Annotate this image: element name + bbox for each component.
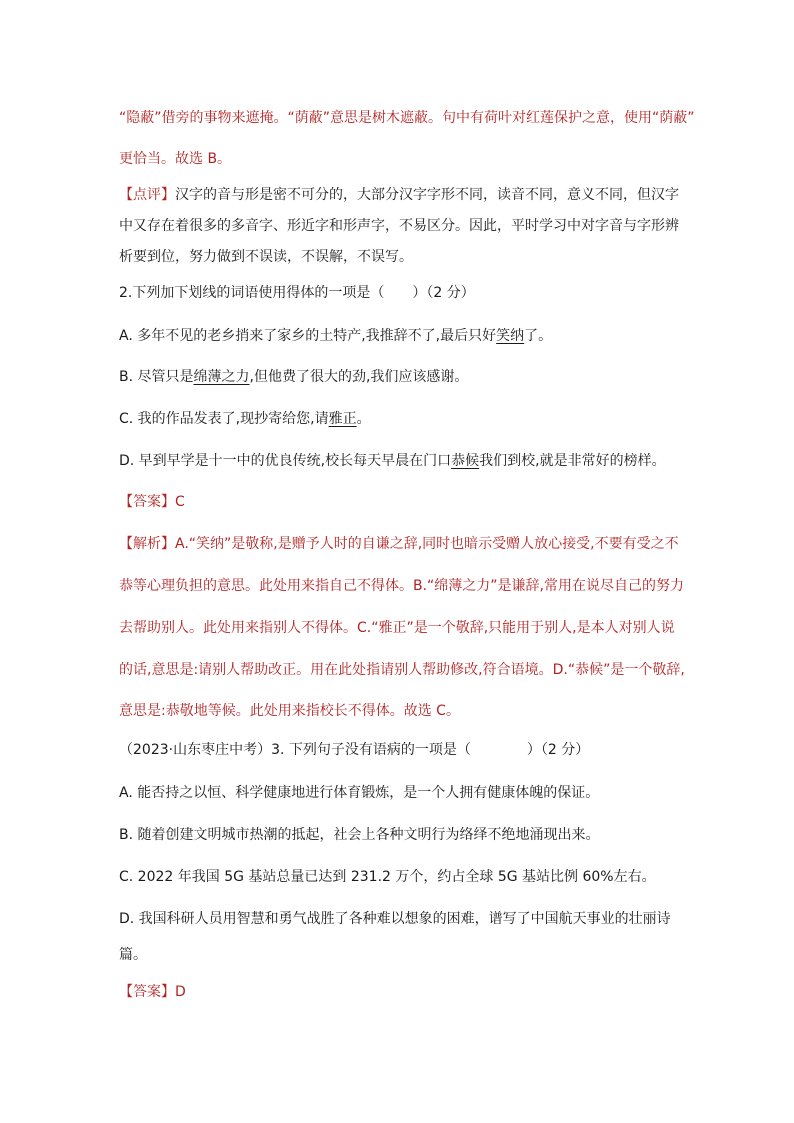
q2-stem: 2.下列加下划线的词语使用得体的一项是（ ）（2 分） bbox=[119, 285, 475, 301]
prev-analysis-line-2: 更恰当。故选 B。 bbox=[119, 151, 232, 167]
q3-option-d-line-1: D. 我国科研人员用智慧和勇气战胜了各种难以想象的困难，谱写了中国航天事业的壮丽诗 bbox=[119, 911, 671, 927]
q2-option-b bbox=[119, 367, 679, 387]
comment-line-1 bbox=[119, 185, 679, 205]
q3-option-a: A. 能否持之以恒、科学健康地进行体育锻炼，是一个人拥有健康体魄的保证。 bbox=[119, 785, 600, 801]
q3-option-b: B. 随着创建文明城市热潮的抵起，社会上各种文明行为络绎不绝地涌现出来。 bbox=[119, 827, 600, 843]
q3-answer-value: D bbox=[175, 984, 186, 1000]
q2-analysis-text-1: A.“笑纳”是敬称,是赠予人时的自谦之辞,同时也暗示受赠人放心接受,不要有受之不 bbox=[175, 536, 679, 552]
q2-option-a-post: 了。 bbox=[524, 328, 553, 344]
q2-option-c-post: 。 bbox=[356, 411, 371, 427]
q2-option-d-pre: D. 早到早学是十一中的优良传统,校长每天早晨在门口 bbox=[119, 453, 452, 469]
q2-option-d bbox=[119, 451, 679, 471]
q2-option-d-underlined: 恭候 bbox=[451, 453, 480, 469]
q2-answer bbox=[119, 492, 679, 512]
q2-option-a bbox=[119, 326, 679, 346]
q2-option-b-pre: B. 尽管只是 bbox=[119, 369, 194, 385]
q2-option-c-pre: C. 我的作品发表了,现抄寄给您,请 bbox=[119, 411, 329, 427]
comment-line-2: 中又存在着很多的多音字、形近字和形声字，不易区分。因此，平时学习中对字音与字形辨 bbox=[119, 218, 679, 234]
q2-analysis-line-4: 的话,意思是:请别人帮助改正。用在此处指请别人帮助修改,符合语境。D.“恭候”是一个敬辞, bbox=[119, 662, 685, 678]
comment-line-3: 析要到位，努力做到不误读，不误解，不误写。 bbox=[119, 249, 413, 265]
comment-tag: 【点评】 bbox=[119, 187, 175, 203]
q2-analysis-line-5: 意思是:恭敬地等候。此处用来指校长不得体。故选 C。 bbox=[119, 703, 460, 719]
q3-option-d-line-2: 篇。 bbox=[119, 947, 147, 963]
q2-answer-tag: 【答案】 bbox=[119, 494, 175, 510]
q2-analysis-line-3: 去帮助别人。此处用来指别人不得体。C.“雅正”是一个敬辞,只能用于别人,是本人对别人说 bbox=[119, 620, 675, 636]
prev-analysis-line-1: “隐蔽”借旁的事物来遮掩。“荫蔽”意思是树木遮蔽。句中有荷叶对红莲保护之意，使用“荫蔽” bbox=[119, 110, 695, 126]
q2-option-a-pre: A. 多年不见的老乡捎来了家乡的土特产,我推辞不了,最后只好 bbox=[119, 328, 497, 344]
q2-option-a-underlined: 笑纳 bbox=[496, 328, 525, 344]
q3-answer-tag: 【答案】 bbox=[119, 984, 175, 1000]
q2-option-c-underlined: 雅正 bbox=[328, 411, 357, 427]
q2-analysis-tag: 【解析】 bbox=[119, 536, 175, 552]
q3-answer bbox=[119, 982, 679, 1002]
q2-option-b-post: ,但他费了很大的劲,我们应该感谢。 bbox=[249, 369, 469, 385]
comment-text-1: 汉字的音与形是密不可分的，大部分汉字字形不同，读音不同，意义不同，但汉字 bbox=[175, 187, 679, 203]
q2-option-c bbox=[119, 409, 679, 429]
q3-option-c: C. 2022 年我国 5G 基站总量已达到 231.2 万个，约占全球 5G 基站比例 60%左右。 bbox=[119, 869, 656, 885]
q2-answer-value: C bbox=[175, 494, 185, 510]
q2-option-b-underlined: 绵薄之力 bbox=[193, 369, 250, 385]
q2-analysis-line-2: 恭等心理负担的意思。此处用来指自己不得体。B.“绵薄之力”是谦辞,常用在说尽自己的努力 bbox=[119, 578, 685, 594]
q2-analysis-line-1 bbox=[119, 534, 679, 554]
q3-stem: （2023·山东枣庄中考）3. 下列句子没有语病的一项是（ ）（2 分） bbox=[119, 742, 590, 758]
q2-option-d-post: 我们到校,就是非常好的榜样。 bbox=[479, 453, 666, 469]
